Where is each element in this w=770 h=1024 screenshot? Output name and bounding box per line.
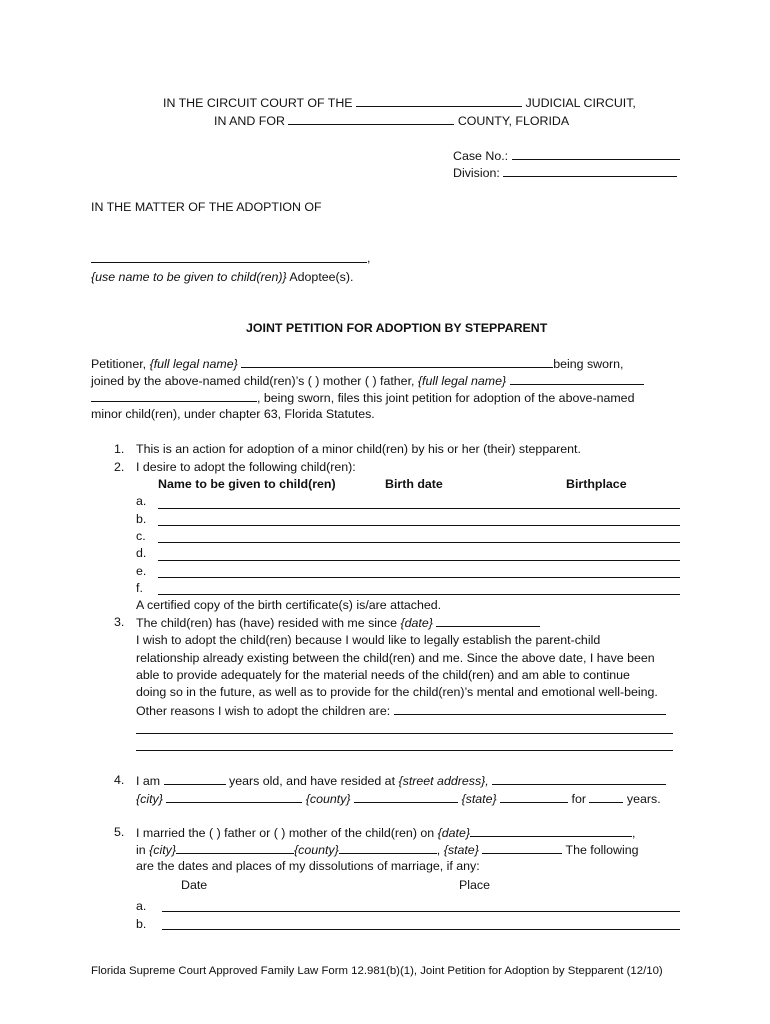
intro-line-3: , being sworn, files this joint petition for adoption of the above-named — [91, 389, 634, 406]
other-reasons-blank-1[interactable] — [394, 702, 666, 715]
division-field: Division: — [453, 164, 677, 181]
item-1-text: This is an action for adoption of a minor child(ren) by his or her (their) stepparent. — [136, 442, 581, 456]
circuit-blank[interactable] — [356, 94, 522, 107]
joining-parent-name-blank[interactable] — [510, 372, 644, 385]
street-address-blank[interactable] — [492, 772, 666, 785]
form-footer: Florida Supreme Court Approved Family Law Form 12.981(b)(1), Joint Petition for Adoption by Stepparent (12/10) — [91, 965, 663, 977]
joining-parent-name-blank-2[interactable] — [91, 389, 257, 402]
intro-line-1: Petitioner, {full legal name} being sworn, — [91, 357, 624, 371]
case-no-blank[interactable] — [512, 147, 680, 160]
child-row-c-blank[interactable] — [158, 542, 680, 543]
court-line-2: IN AND FOR COUNTY, FLORIDA — [214, 114, 570, 128]
petitioner-name-blank[interactable] — [241, 355, 553, 368]
item-3-line-1: The child(ren) has (have) resided with me since {date} — [136, 614, 540, 631]
state-blank[interactable] — [500, 790, 568, 803]
item-5-line-3: are the dates and places of my dissolutions of marriage, if any: — [136, 859, 480, 873]
adoptee-caption: {use name to be given to child(ren)} Adoptee(s). — [91, 270, 354, 284]
years-resided-blank[interactable] — [589, 790, 623, 803]
other-reasons-blank-3[interactable] — [136, 750, 673, 751]
col-header-place: Birthplace — [566, 477, 627, 491]
col-header-name: Name to be given to child(ren) — [158, 477, 336, 491]
case-no-field: Case No.: — [453, 147, 680, 164]
dissolution-row-a-blank[interactable] — [162, 911, 680, 912]
other-reasons-blank-2[interactable] — [136, 733, 673, 734]
marriage-state-blank[interactable] — [482, 841, 562, 854]
birth-cert-note: A certified copy of the birth certificate(s) is/are attached. — [136, 598, 442, 612]
intro-line-4: minor child(ren), under chapter 63, Florida Statutes. — [91, 407, 375, 421]
child-row-e-blank[interactable] — [158, 577, 680, 578]
item-4-line-1: I am years old, and have resided at {street address}, — [136, 772, 666, 789]
item-5-line-2: in {city} {county} , {state} The following — [136, 843, 639, 857]
dissolution-row-b-blank[interactable] — [162, 929, 680, 930]
col-header-place-2: Place — [459, 878, 490, 892]
col-header-date: Date — [181, 878, 208, 892]
item-2-text: I desire to adopt the following child(ren): — [136, 460, 356, 474]
child-row-b-blank[interactable] — [158, 525, 680, 526]
court-line-1: IN THE CIRCUIT COURT OF THE JUDICIAL CIRCUIT, — [163, 96, 636, 110]
child-row-f-blank[interactable] — [158, 594, 680, 595]
marriage-county-blank[interactable] — [339, 841, 437, 854]
child-row-a-blank[interactable] — [158, 508, 680, 509]
resided-since-blank[interactable] — [436, 614, 540, 627]
marriage-city-blank[interactable] — [176, 841, 294, 854]
other-reasons-label: Other reasons I wish to adopt the children are: — [136, 702, 666, 719]
child-row-d-blank[interactable] — [158, 560, 680, 561]
division-blank[interactable] — [503, 164, 677, 177]
item-5-line-1: I married the ( ) father or ( ) mother of the child(ren) on {date} , — [136, 826, 636, 840]
intro-line-2: joined by the above-named child(ren)’s ( ) mother ( ) father, {full legal name} — [91, 372, 644, 389]
age-blank[interactable] — [164, 772, 226, 785]
county-residence-blank[interactable] — [354, 790, 458, 803]
document-title: JOINT PETITION FOR ADOPTION BY STEPPARENT — [246, 321, 548, 335]
matter-title: IN THE MATTER OF THE ADOPTION OF — [91, 200, 322, 214]
adoptee-name-blank[interactable] — [91, 262, 367, 263]
city-blank[interactable] — [166, 790, 302, 803]
item-4-line-2: {city} {county} {state} for years. — [136, 792, 661, 806]
marriage-date-blank[interactable] — [470, 824, 632, 837]
county-blank[interactable] — [288, 112, 454, 125]
col-header-birth: Birth date — [385, 477, 443, 491]
